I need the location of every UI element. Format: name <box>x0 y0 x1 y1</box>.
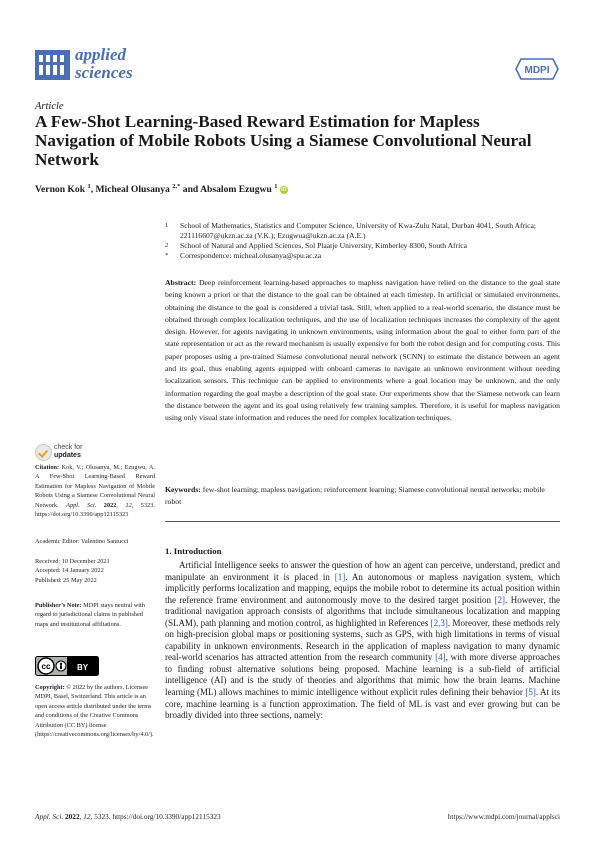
affiliation <box>165 251 565 261</box>
correspondence-text[interactable]: Correspondence: micheal.olusanya@spu.ac.za <box>180 251 322 260</box>
footer-year: 2022 <box>63 812 80 821</box>
check-for-updates-button[interactable] <box>35 444 155 464</box>
reference-link[interactable]: [1] <box>334 571 346 582</box>
keywords-text: few-shot learning; mapless navigation; reinforcement learning; Siamese convolutional neural networks; mobile robot <box>165 485 545 507</box>
affiliation-mark: 1 <box>165 222 169 229</box>
abstract-label: Abstract: <box>165 278 197 287</box>
publisher-note <box>35 601 155 629</box>
academic-editor: Academic Editor: Valentino Santucci <box>35 538 129 545</box>
reference-link[interactable]: [2,3] <box>430 617 448 628</box>
cc-by-license-icon[interactable] <box>35 656 99 676</box>
keywords <box>165 484 560 509</box>
mdpi-logo[interactable] <box>515 58 559 80</box>
author-name[interactable]: Vernon Kok <box>35 184 88 196</box>
affiliation-mark: 2 <box>165 242 169 249</box>
svg-text:cc: cc <box>41 662 51 671</box>
journal-logo <box>35 50 70 80</box>
footer-volume: , 12 <box>79 812 91 821</box>
copyright-label: Copyright: <box>35 684 65 691</box>
author-affil-mark: 1 <box>87 183 91 190</box>
paragraph: Artificial Intelligence seeks to answer the question of how an agent can perceive, understand, predict and manipulate an environment it is placed in [1]. An autonomous or mapless navigation system, which implicitly performs localization and mapping, equips the mobile robot to determine its actual position within the reference frame environment and autonomously move to the desired target position [2]. However, the traditional navigation approach consists of algorithms that include simultaneous localization and mapping (SLAM), path planning and motion control, as highlighted in References [2,3]. Moreover, these methods rely on high-precision global maps or positioning systems, such as GPS, with high limitations in terms of visual capability in unknown environments. Research in the application of mapless navigation to many dynamic real-world scenarios has attracted attention from the research community [4], with more diverse approaches to finding robust alternative solutions being proposed. Machine learning is a sub-field of artificial intelligence (AI) and is the study of theories and algorithms that mimic how the brain learns. Machine learning (ML) allows machines to mimic intelligence without explicit rules defining their behavior [5]. At its core, machine learning is a function approximation. The field of ML is vast and ever growing but can be broadly divided into three sections, namely: <box>165 560 560 721</box>
reference-link[interactable]: [5] <box>525 687 536 698</box>
section-divider <box>165 521 560 522</box>
orcid-icon[interactable]: iD <box>281 187 287 194</box>
citation-journal: Appl. Sci. <box>66 501 97 509</box>
introduction-body <box>165 560 560 722</box>
journal-name-line2: sciences <box>75 63 133 82</box>
abstract-text: Deep reinforcement learning-based approaches to mapless navigation have relied on the distance to the goal state being known a priori or that the distance to the goal can be obtained at each timestep. In artificial or simulated environments, obtaining the distance to the goal is considered a trivial task. Still, when applied to a real-world scenario, the distance must be obtained through complex localization techniques, and the use of localization techniques increases the complexity of the agent design. However, for agents navigating in unknown environments, using information about the goal to either form part of the state representation or act as the reward mechanism is usually expensive for both the robot design and for computing costs. This paper proposes using a pre-trained Siamese convolutional neural network (SCNN) to estimate the distance between an agent and its goal, thus enabling agents equipped with onboard cameras to navigate an unknown environment without needing localization sensors. This technique can be applied to environments where a goal location may be unknown, and the only information regarding the goal maybe a description of the goal state. Our experiments show that the Siamese network can learn the distance between the agent and its goal using relatively few training samples. Therefore, it is useful for mapless navigation using only visual state information and reduces the need for complex localization techniques. <box>165 278 560 423</box>
footer-journal-link[interactable]: https://www.mdpi.com/journal/applsci <box>447 812 560 821</box>
author-name[interactable]: Absalom Ezugwu <box>200 184 275 196</box>
publisher-note-text: MDPI stays neutral with regard to jurisdictional claims in published maps and institutional affiliations. <box>35 602 145 628</box>
dates-block <box>35 557 155 585</box>
author-affil-mark: 2,* <box>172 183 181 190</box>
citation-volume: , 12 <box>116 501 132 509</box>
journal-name[interactable] <box>75 46 133 82</box>
author-separator: and <box>180 184 201 196</box>
affiliation-text: School of Mathematics, Statistics and Computer Science, University of Kwa-Zulu Natal, Durban 4041, South Africa; 221116607@ukzn.ac.za (V.K.); Ezugwua@ukzn.ac.za (A.E.) <box>180 221 536 241</box>
affiliation <box>165 221 565 241</box>
citation-year: 2022 <box>96 501 117 509</box>
mdpi-logo-text: MDPI <box>524 65 550 76</box>
citation-label: Citation: <box>35 464 60 471</box>
footer-doi-link[interactable]: , 5323. https://doi.org/10.3390/app12115323 <box>90 812 221 821</box>
check-icon <box>35 444 52 461</box>
affiliation <box>165 241 565 251</box>
check-for-updates-label: check for updates <box>54 444 83 459</box>
citation-block <box>35 463 155 519</box>
citation-text: Kok, V.; Olusanya, M.; Ezugwu, A. A Few-Shot Learning-Based Reward Estimation for Mapless Navigation of Mobile Robots Using a Siamese Convolutional Neural Network. <box>35 464 155 509</box>
reference-link[interactable]: [4] <box>435 652 446 663</box>
affiliation-text: School of Natural and Applied Sciences, Sol Plaatje University, Kimberley 8300, South Africa <box>180 241 467 250</box>
copyright-text: © 2022 by the authors. Licensee MDPI, Basel, Switzerland. This article is an open access article distributed under the terms and conditions of the Creative Commons Attribution (CC BY) license (https://creativecommons.org/licenses/by/4.0/). <box>35 684 154 739</box>
publisher-note-label: Publisher’s Note: <box>35 602 82 609</box>
citation-doi-link[interactable]: , 5323. https://doi.org/10.3390/app12115323 <box>35 501 155 519</box>
svg-text:BY: BY <box>76 663 89 672</box>
copyright-notice <box>35 683 155 739</box>
author-list <box>35 183 288 195</box>
keywords-label: Keywords: <box>165 485 201 494</box>
journal-name-line1: applied <box>75 45 126 64</box>
author-name[interactable]: Micheal Olusanya <box>95 184 173 196</box>
received-date: Received: 10 December 2021 <box>35 558 110 565</box>
abstract <box>165 277 560 425</box>
footer-journal: Appl. Sci. <box>35 812 64 821</box>
article-type: Article <box>35 101 64 112</box>
section-heading: 1. Introduction <box>165 546 222 556</box>
author-separator: , <box>90 184 96 196</box>
footer-citation <box>35 812 221 821</box>
accepted-date: Accepted: 14 January 2022 <box>35 567 104 575</box>
author-affil-mark: 1 <box>274 183 278 190</box>
affiliation-mark: * <box>165 252 169 259</box>
reference-link[interactable]: [2] <box>494 594 505 605</box>
paper-title: A Few-Shot Learning-Based Reward Estimation for Mapless Navigation of Mobile Robots Using a Siamese Convolutional Neural Network <box>35 112 532 169</box>
published-date: Published: 25 May 2022 <box>35 576 97 584</box>
